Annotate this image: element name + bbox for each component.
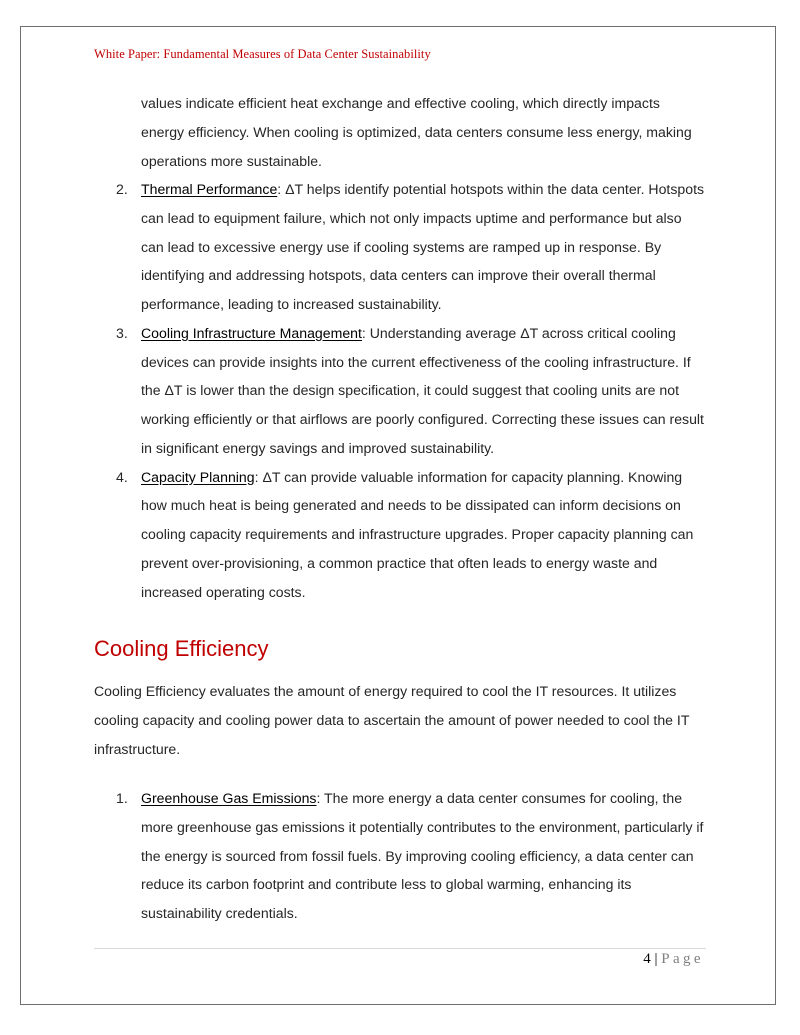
page-header-title: White Paper: Fundamental Measures of Data Center Sustainability	[94, 47, 431, 61]
list-item-capacity-planning	[0, 463, 706, 607]
list-item-cooling-infrastructure-management	[0, 319, 706, 463]
footer-divider	[94, 948, 706, 949]
section-heading: Cooling Efficiency	[94, 636, 269, 661]
list-item-greenhouse-gas-emissions	[0, 784, 706, 928]
list-item-term: Thermal Performance	[141, 181, 278, 197]
list-item-term: Greenhouse Gas Emissions	[141, 790, 317, 806]
cooling-efficiency-list	[0, 784, 706, 928]
list-item-number: 3.	[116, 324, 128, 341]
list-item-text: : The more energy a data center consumes for cooling, the more greenhouse gas emissions it potentially contributes to the environment, particularly if the energy is sourced from fossil fuels. By improving cooling efficiency, a data center can reduce its carbon footprint and contribute less to global warming, enhancing its sustainability credentials.	[141, 790, 704, 921]
list-item-text: : Understanding average ΔT across critical cooling devices can provide insights into the current effectiveness of the cooling infrastructure. If the ΔT is lower than the design specification, it could suggest that cooling units are not working efficiently or that airflows are poorly configured. Correcting these issues can result in significant energy savings and improved sustainability.	[141, 324, 704, 456]
list-item-term: Capacity Planning	[141, 468, 255, 485]
list-item-number: 4.	[116, 468, 128, 485]
list-item-term: Cooling Infrastructure Management	[141, 324, 362, 341]
list-item-number: 1.	[116, 790, 128, 806]
section-intro-paragraph: Cooling Efficiency evaluates the amount of energy required to cool the IT resources. It utilizes cooling capacity and cooling power data to ascertain the amount of power needed to cool the IT infrastructure.	[94, 683, 690, 757]
delta-t-impact-list	[0, 175, 706, 606]
page-number-value: 4	[643, 951, 651, 967]
continuation-paragraph: values indicate efficient heat exchange and effective cooling, which directly impacts energy efficiency. When cooling is optimized, data centers consume less energy, making operations more sustainable.	[141, 95, 692, 169]
page-number	[643, 951, 704, 968]
list-item-text: : ΔT helps identify potential hotspots within the data center. Hotspots can lead to equipment failure, which not only impacts uptime and performance but also can lead to excessive energy use if cooling systems are ramped up in response. By identifying and addressing hotspots, data centers can improve their overall thermal performance, leading to increased sustainability.	[141, 181, 705, 312]
page-number-separator: |	[654, 951, 658, 967]
list-item-text: : ΔT can provide valuable information for capacity planning. Knowing how much heat is being generated and needs to be dissipated can inform decisions on cooling capacity requirements and infrastructure upgrades. Proper capacity planning can prevent over-provisioning, a common practice that often leads to energy waste and increased operating costs.	[141, 468, 694, 600]
list-item-thermal-performance	[0, 175, 706, 319]
list-item-number: 2.	[116, 181, 128, 197]
page-word: Page	[661, 951, 704, 967]
